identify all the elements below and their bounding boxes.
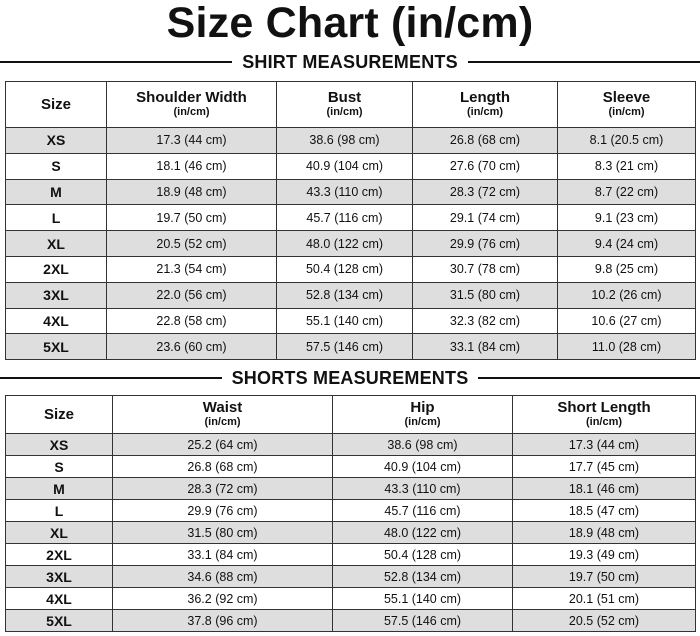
measurement-cell: 38.6 (98 cm) [333,434,513,456]
measurement-cell: 43.3 (110 cm) [333,478,513,500]
table-row [6,153,696,179]
measurement-cell: 28.3 (72 cm) [113,478,333,500]
measurement-cell: 29.9 (76 cm) [413,231,558,257]
column-header-unit: (in/cm) [173,106,210,118]
measurement-cell: 26.8 (68 cm) [413,128,558,154]
measurement-cell: 18.1 (46 cm) [513,478,696,500]
size-cell: XS [6,434,113,456]
measurement-cell: 40.9 (104 cm) [333,456,513,478]
measurement-cell: 20.1 (51 cm) [513,588,696,610]
measurement-cell: 9.4 (24 cm) [558,231,696,257]
column-header [333,396,513,434]
column-header-name: Shoulder Width [136,89,247,106]
column-header-unit: (in/cm) [466,106,504,118]
measurement-cell: 20.5 (52 cm) [513,610,696,632]
size-cell: 2XL [6,544,113,566]
measurement-cell: 29.1 (74 cm) [413,205,558,231]
column-header-unit: (in/cm) [585,416,623,428]
measurement-cell: 11.0 (28 cm) [558,334,696,360]
table-row [6,231,696,257]
size-cell: XL [6,231,107,257]
size-column-header: Size [6,82,107,128]
table-row [6,434,696,456]
size-cell: L [6,205,107,231]
measurement-cell: 10.2 (26 cm) [558,282,696,308]
size-cell: 5XL [6,334,107,360]
divider-line [478,377,700,379]
measurement-cell: 17.7 (45 cm) [513,456,696,478]
column-header-name: Bust [327,89,362,106]
size-cell: L [6,500,113,522]
measurement-cell: 17.3 (44 cm) [513,434,696,456]
measurement-cell: 22.8 (58 cm) [107,308,277,334]
shirt-table-body [6,128,696,360]
size-cell: 2XL [6,256,107,282]
shorts-table-body [6,434,696,632]
measurement-cell: 38.6 (98 cm) [277,128,413,154]
table-row [6,478,696,500]
column-header-name: Hip [410,399,435,416]
measurement-cell: 19.3 (49 cm) [513,544,696,566]
shorts-table-header [6,396,696,434]
column-header [558,82,696,128]
size-cell: 4XL [6,308,107,334]
measurement-cell: 55.1 (140 cm) [333,588,513,610]
table-row [6,256,696,282]
measurement-cell: 40.9 (104 cm) [277,153,413,179]
table-row [6,588,696,610]
column-header-unit: (in/cm) [608,106,645,118]
table-row [6,205,696,231]
column-header [113,396,333,434]
column-header [277,82,413,128]
column-header-name: Sleeve [602,89,651,106]
measurement-cell: 27.6 (70 cm) [413,153,558,179]
divider-line [0,377,222,379]
table-row [6,334,696,360]
header-row [6,82,696,128]
measurement-cell: 8.1 (20.5 cm) [558,128,696,154]
measurement-cell: 23.6 (60 cm) [107,334,277,360]
column-header-unit: (in/cm) [326,106,363,118]
measurement-cell: 18.5 (47 cm) [513,500,696,522]
measurement-cell: 19.7 (50 cm) [513,566,696,588]
table-row [6,566,696,588]
measurement-cell: 29.9 (76 cm) [113,500,333,522]
table-row [6,456,696,478]
measurement-cell: 18.9 (48 cm) [513,522,696,544]
measurement-cell: 45.7 (116 cm) [277,205,413,231]
size-cell: 5XL [6,610,113,632]
size-cell: S [6,153,107,179]
table-row [6,308,696,334]
column-header [107,82,277,128]
measurement-cell: 8.3 (21 cm) [558,153,696,179]
measurement-cell: 30.7 (78 cm) [413,256,558,282]
measurement-cell: 31.5 (80 cm) [113,522,333,544]
measurement-cell: 31.5 (80 cm) [413,282,558,308]
measurement-cell: 36.2 (92 cm) [113,588,333,610]
column-header [413,82,558,128]
measurement-cell: 45.7 (116 cm) [333,500,513,522]
table-row [6,282,696,308]
measurement-cell: 55.1 (140 cm) [277,308,413,334]
measurement-cell: 32.3 (82 cm) [413,308,558,334]
size-cell: 3XL [6,282,107,308]
column-header [513,396,696,434]
measurement-cell: 52.8 (134 cm) [333,566,513,588]
measurement-cell: 43.3 (110 cm) [277,179,413,205]
measurement-cell: 33.1 (84 cm) [113,544,333,566]
measurement-cell: 52.8 (134 cm) [277,282,413,308]
table-row [6,500,696,522]
measurement-cell: 21.3 (54 cm) [107,256,277,282]
measurement-cell: 17.3 (44 cm) [107,128,277,154]
measurement-cell: 22.0 (56 cm) [107,282,277,308]
table-row [6,544,696,566]
column-header-name: Waist [202,399,243,416]
size-cell: 3XL [6,566,113,588]
measurement-cell: 8.7 (22 cm) [558,179,696,205]
size-cell: S [6,456,113,478]
measurement-cell: 19.7 (50 cm) [107,205,277,231]
measurement-cell: 9.8 (25 cm) [558,256,696,282]
size-cell: 4XL [6,588,113,610]
shorts-heading-label: SHORTS MEASUREMENTS [231,367,469,388]
measurement-cell: 18.9 (48 cm) [107,179,277,205]
column-header-unit: (in/cm) [404,416,441,428]
measurement-cell: 50.4 (128 cm) [333,544,513,566]
shirt-table-header [6,82,696,128]
shirt-size-table [5,81,696,360]
measurement-cell: 48.0 (122 cm) [333,522,513,544]
column-header-name: Length [460,89,510,106]
size-cell: XL [6,522,113,544]
measurement-cell: 9.1 (23 cm) [558,205,696,231]
size-cell: XS [6,128,107,154]
measurement-cell: 28.3 (72 cm) [413,179,558,205]
table-row [6,522,696,544]
shirt-heading-label: SHIRT MEASUREMENTS [242,51,458,72]
column-header-name: Short Length [557,399,651,416]
measurement-cell: 57.5 (146 cm) [277,334,413,360]
measurement-cell: 20.5 (52 cm) [107,231,277,257]
table-row [6,128,696,154]
shorts-section-heading [0,366,700,390]
header-row [6,396,696,434]
measurement-cell: 50.4 (128 cm) [277,256,413,282]
shirt-section-heading [0,50,700,74]
measurement-cell: 48.0 (122 cm) [277,231,413,257]
measurement-cell: 34.6 (88 cm) [113,566,333,588]
column-header-unit: (in/cm) [204,416,241,428]
table-row [6,610,696,632]
size-column-header: Size [6,396,113,434]
shorts-size-table [5,395,696,632]
measurement-cell: 33.1 (84 cm) [413,334,558,360]
measurement-cell: 26.8 (68 cm) [113,456,333,478]
measurement-cell: 57.5 (146 cm) [333,610,513,632]
divider-line [468,61,700,63]
size-cell: M [6,478,113,500]
measurement-cell: 37.8 (96 cm) [113,610,333,632]
size-cell: M [6,179,107,205]
page-title: Size Chart (in/cm) [166,0,534,47]
table-row [6,179,696,205]
measurement-cell: 25.2 (64 cm) [113,434,333,456]
measurement-cell: 10.6 (27 cm) [558,308,696,334]
divider-line [0,61,232,63]
measurement-cell: 18.1 (46 cm) [107,153,277,179]
